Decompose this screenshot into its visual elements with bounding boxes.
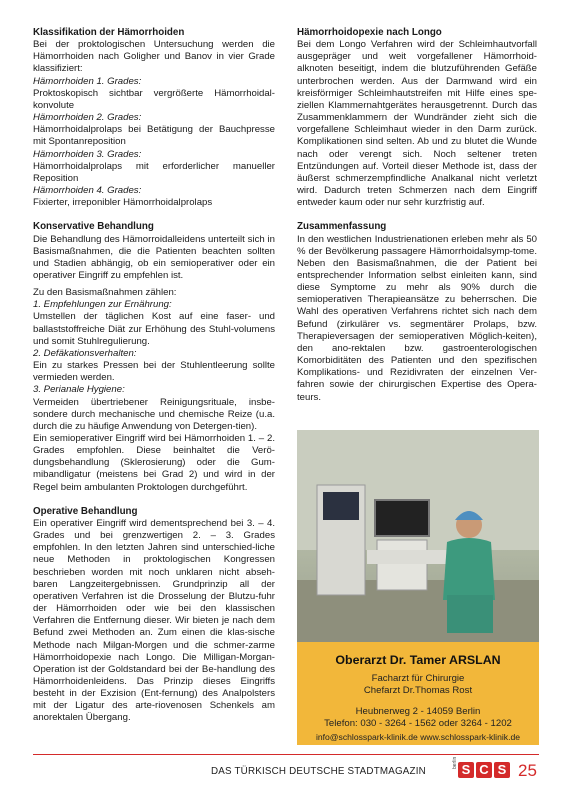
section-title: Zusammenfassung bbox=[297, 221, 387, 233]
doctor-photo bbox=[297, 430, 539, 642]
grade-label: Hämorrhoiden 4. Grades: bbox=[33, 185, 142, 197]
equipment-unit bbox=[377, 540, 427, 590]
measure-label: 1. Empfehlungen zur Ernährung: bbox=[33, 299, 172, 311]
magazine-title: DAS TÜRKISCH DEUTSCHE STADTMAGAZIN bbox=[211, 766, 426, 777]
phone: Telefon: 030 - 3264 - 1562 oder 3264 - 1202 bbox=[324, 718, 512, 729]
section-classification bbox=[33, 27, 275, 209]
section-summary bbox=[297, 221, 537, 403]
section-operative bbox=[33, 506, 275, 725]
monitor-screen bbox=[323, 492, 359, 520]
paragraph: Bei dem Longo Verfahren wird der Schleimhautvorfall ausgepräger und weit vorgefallener Hämorrhoid-alknoten beseitigt, indem die blutzuführenden Gefäße unterbrochen werden. Aus der Darmwand wird ein kreisförmiger Schleimhautstreifen mit Hilfe eines spe-ziellen Klammernahtgerätes herausgetrennt. Durch das Zusammenklammern der Wundränder zieht sich die vorgefallene Schleimhaut wieder in den Darm zurück. Komplikationen sind selten. Ab und zu blutet die Wunde nach oder verengt sich. Noch seltener treten Entzündungen auf. Vorteil dieser Methode ist, dass der äußerst schmerzempfindliche Analkanal nicht verletzt wird. Dadurch treten Schmerzen nach dem Eingriff entweder kaum oder nur sehr kurzfristig auf. bbox=[297, 39, 537, 209]
scrubs bbox=[443, 538, 495, 600]
section-title: Operative Behandlung bbox=[33, 505, 138, 517]
web-contact: info@schlosspark-klinik.de www.schlosspark-klinik.de bbox=[315, 732, 521, 742]
paragraph: Bei der proktologischen Untersuchung werden die Hämorrhoiden nach Goligher und Banov in vier Grade klassifiziert: bbox=[33, 39, 275, 75]
grade-label: Hämorrhoiden 1. Grades: bbox=[33, 75, 142, 87]
measure-label: 3. Perianale Hygiene: bbox=[33, 384, 125, 396]
right-column bbox=[297, 27, 537, 416]
logo-letter: S bbox=[458, 762, 474, 778]
chief-doctor: Chefarzt Dr.Thomas Rost bbox=[363, 685, 473, 696]
logo-city: berlin bbox=[452, 756, 458, 769]
monitor-display bbox=[375, 500, 429, 536]
address: Heubnerweg 2 - 14059 Berlin bbox=[355, 706, 481, 717]
scs-logo bbox=[458, 762, 510, 778]
grade-text: Fixierter, irreponibler Hämorrhoidalprolaps bbox=[33, 197, 213, 209]
grade-text: Hämorrhoidalprolaps mit erforderlicher manueller Reposition bbox=[33, 160, 275, 184]
grade-text: Hämorrhoidalprolaps bei Betätigung der Bauchpresse mit Spontanreposition bbox=[33, 124, 275, 148]
doctor-illustration bbox=[297, 430, 539, 642]
measure-label: 2. Defäkationsverhalten: bbox=[33, 347, 137, 359]
page-number: 25 bbox=[518, 761, 537, 780]
logo-letter: C bbox=[476, 762, 492, 778]
doctor-title: Facharzt für Chirurgie bbox=[371, 673, 465, 684]
scrubs-pants bbox=[447, 595, 493, 633]
section-conservative bbox=[33, 221, 275, 493]
measure-text: Vermeiden übertriebener Reinigungsrituale, insbe-sondere durch mechanische und chemische Reize (u.a. durch die zu häufige Anwendung von Detergen-tien). bbox=[33, 396, 275, 432]
section-longo bbox=[297, 27, 537, 209]
logo-letter: S bbox=[494, 762, 510, 778]
grade-text: Proktoskopisch sichtbar vergrößerte Hämorrhoidal-konvolute bbox=[33, 87, 275, 111]
section-title: Hämorrhoidopexie nach Longo bbox=[297, 27, 442, 38]
grade-label: Hämorrhoiden 3. Grades: bbox=[33, 148, 142, 160]
section-title: Klassifikation der Hämorrhoiden bbox=[33, 27, 185, 38]
measure-text: Umstellen der täglichen Kost auf eine faser- und ballaststoffreiche Diät zur Erhöhung des Stuhl-volumens und somit Stuhlregulierung. bbox=[33, 311, 275, 347]
paragraph: Zu den Basismaßnahmen zählen: bbox=[33, 287, 177, 299]
doctor-name: Oberarzt Dr. Tamer ARSLAN bbox=[335, 653, 501, 667]
paragraph: Ein semioperativer Eingriff wird bei Hämorrhoiden 1. – 2. Grades empfohlen. Diese beinhaltet die Verö-dungsbehandlung (Sklerosierung) oder die Gum-mibandligatur (meistens bei Grad 2) und wird in der Regel beim ambulanten Proktologen durchgeführt. bbox=[33, 433, 275, 493]
section-title: Konservative Behandlung bbox=[33, 221, 154, 233]
left-column bbox=[33, 27, 275, 737]
footer-rule bbox=[33, 754, 539, 755]
paragraph: Ein operativer Eingriff wird dementsprechend bei 3. – 4. Grades und bei grenzwertigen 2. – 3. Grades empfohlen. In den letzten Jahren sind unterschied-liche neue Methoden in proktologischen Kongressen beschrieben worden mit noch unklaren nicht abseh-baren Langzeitergebnissen. Grundprinzip all der operativen Verfahren ist die Drosselung der Blutzu-fuhr der Hämorrhoiden oder wie bei den klassischen Verfahren die Entfernung dieser. Wir bieten je nach dem Befund zwei Methoden an. Zum einen die klas-sische Methode nach Milgan-Morgen und die schmer-zarme Hämorrhoidopexie nach Longo. Die Milligan-Morgan-Operation ist der Goldstandard bei der Be-handlung des Hämorrhoidenleidens. Das Prinzip dieses Eingriffs besteht in der Exzision (Ent-fernung) des Analpolsters mit der Ligatur des arte-riovenosen Schenkels am anorektalen Übergang. bbox=[33, 517, 275, 724]
paragraph: Die Behandlung des Hämorroidalleidens unterteilt sich in Basismaßnahmen, die die Patienten beachten sollten und Stadien abhängig, ob ein semioperativer oder ein operativer Eingriff zu empfehlen ist. bbox=[33, 233, 275, 281]
grade-label: Hämorrhoiden 2. Grades: bbox=[33, 112, 142, 124]
paragraph: In den westlichen Industrienationen erleben mehr als 50 % der Bevölkerung passagere Hämorrhoidalsymp-tome. Neben den Basismaßnahmen, die der Patient bei entsprechender Information selbst einleiten kann, sind diese Symptome zu mehr als 90% durch die semioperativen Therapieansätze zu beherrschen. Die Wahl des operativen Verfahrens richtet sich nach dem Befund (zirkulärer vs. segmentärer Prolaps, bzw. Therapieversagen der semioperativen Möglich-keiten), den ano-rektalen bzw. gastroenterologischen Komorbiditäten des Patienten und den spezifischen Komplikations- und Rezidivraten der einzelnen Ver-fahren sowie der chirurgischen Expertise des Opera-teurs. bbox=[297, 233, 537, 403]
measure-text: Ein zu starkes Pressen bei der Stuhlentleerung sollte vermieden werden. bbox=[33, 360, 275, 384]
doctor-ad bbox=[297, 642, 539, 745]
